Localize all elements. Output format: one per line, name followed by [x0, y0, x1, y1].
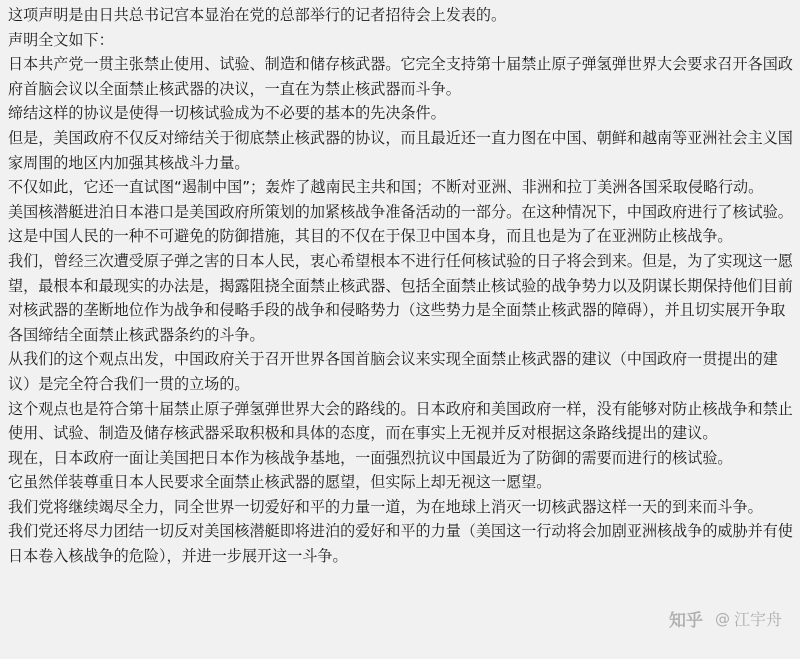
paragraph: 这个观点也是符合第十届禁止原子弹氢弹世界大会的路线的。日本政府和美国政府一样，没有能够对防止核战争和禁止使用、试验、制造及储存核武器采取积极和具体的态度，而在事实上无视并反对根据这条路线提出的建议。 — [8, 399, 793, 443]
watermark — [669, 606, 782, 631]
document-body — [8, 3, 796, 569]
paragraph: 我们党将继续竭尽全力，同全世界一切爱好和平的力量一道，为在地球上消灭一切核武器这样一天的到来而斗争。 — [8, 497, 763, 516]
paragraph: 美国核潜艇进泊日本港口是美国政府所策划的加紧核战争准备活动的一部分。在这种情况下，中国政府进行了核试验。这是中国人民的一种不可避免的防御措施，其目的不仅在于保卫中国本身，而且也是为了在亚洲防止核战争。 — [8, 202, 793, 246]
watermark-author: 江宇舟 — [733, 610, 782, 629]
paragraph: 从我们的这个观点出发，中国政府关于召开世界各国首脑会议来实现全面禁止核武器的建议（中国政府一贯提出的建议）是完全符合我们一贯的立场的。 — [8, 350, 778, 393]
paragraph: 现在，日本政府一面让美国把日本作为核战争基地，一面强烈抗议中国最近为了防御的需要而进行的核试验。 — [8, 448, 733, 467]
paragraph: 我们，曾经三次遭受原子弹之害的日本人民，衷心希望根本不进行任何核试验的日子将会到来。但是，为了实现这一愿望，最根本和最现实的办法是，揭露阻挠全面禁止核武器、包括全面禁止核试验的战争势力以及阴谋长期保持他们目前对核武器的垄断地位作为战争和侵略手段的战争和侵略势力（这些势力是全面禁止核武器的障碍），并且切实展开争取各国缔结全面禁止核武器条约的斗争。 — [8, 251, 793, 344]
paragraph: 不仅如此，它还一直试图“遏制中国”；轰炸了越南民主共和国；不断对亚洲、非洲和拉丁美洲各国采取侵略行动。 — [8, 178, 764, 197]
paragraph-intro: 这项声明是由日共总书记宫本显治在党的总部举行的记者招待会上发表的。 — [8, 6, 507, 24]
watermark-platform-logo: 知乎 — [668, 611, 703, 631]
paragraph: 但是，美国政府不仅反对缔结关于彻底禁止核武器的协议，而且最近还一直力图在中国、朝鲜和越南等亚洲社会主义国家周围的地区内加强其核战斗力量。 — [8, 128, 793, 172]
paragraph: 日本共产党一贯主张禁止使用、试验、制造和储存核武器。它完全支持第十届禁止原子弹氢弹世界大会要求召开各国政府首脑会议以全面禁止核武器的决议，一直在为禁止核武器而斗争。 — [8, 55, 793, 98]
watermark-at-symbol: @ — [714, 609, 730, 628]
paragraph: 缔结这样的协议是使得一切核试验成为不必要的基本的先决条件。 — [8, 104, 446, 123]
paragraph-final: 我们党还将尽力团结一切反对美国核潜艇即将进泊的爱好和平的力量（美国这一行动将会加剧亚洲核战争的威胁并有使日本卷入核战争的危险），并进一步展开这一斗争。 — [8, 522, 793, 566]
paragraph-heading: 声明全文如下： — [8, 30, 114, 49]
paragraph: 它虽然佯装尊重日本人民要求全面禁止核武器的愿望，但实际上却无视这一愿望。 — [8, 473, 552, 492]
